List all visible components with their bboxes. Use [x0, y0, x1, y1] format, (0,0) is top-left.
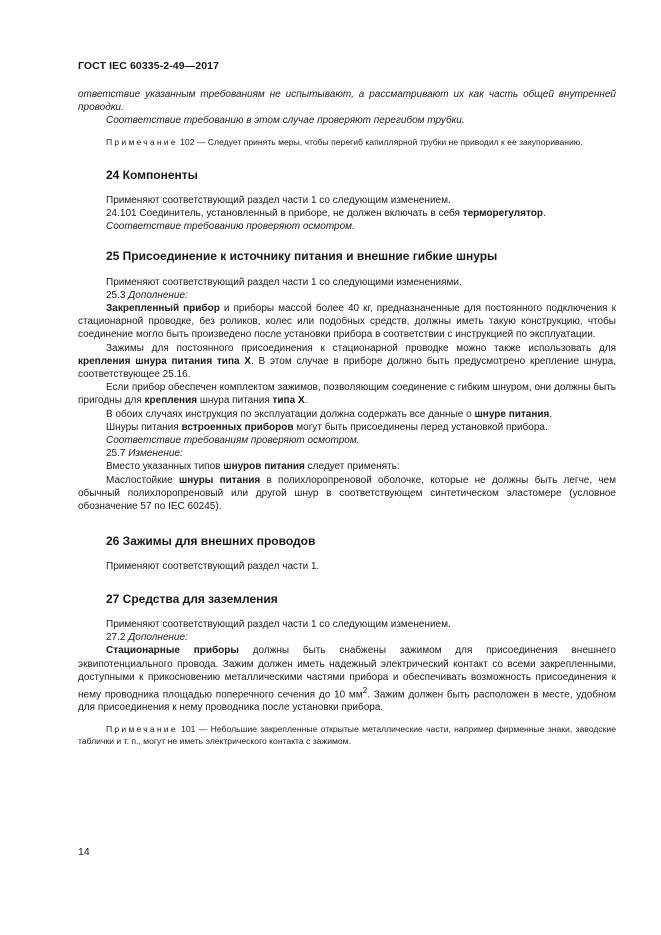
s25-p4 [78, 342, 616, 382]
text: Шнуры питания [106, 421, 182, 433]
clause-number: 25.3 [106, 289, 129, 301]
text: . [304, 395, 308, 407]
clause-number: 25.7 [106, 448, 129, 460]
text: следует применять: [304, 461, 400, 473]
note-label: Примечание [106, 723, 178, 734]
text: шнура питания [197, 395, 273, 407]
term: шнуре питания [474, 408, 550, 420]
s25-p2 [78, 289, 616, 302]
term: крепления шнура питания типа X [78, 355, 251, 367]
s27-p2 [78, 631, 616, 644]
section-25-heading: 25 Присоединение к источнику питания и внешние гибкие шнуры [106, 249, 498, 264]
text: Зажимы для постоянного присоединения к стационарной проводке можно также использовать для [106, 342, 616, 354]
s24-p2-end: . [542, 208, 546, 220]
text: В обоих случаях инструкция по эксплуатации должна содержать все данные о [106, 408, 475, 420]
text: Маслостойкие [106, 474, 179, 486]
note-label: Примечание [106, 136, 178, 147]
s24-p3: Соответствие требованию проверяют осмотром. [106, 221, 355, 233]
term: Стационарные приборы [106, 645, 239, 657]
term: типа X [272, 395, 305, 407]
text: могут быть присоединены перед установкой прибора. [293, 421, 548, 433]
note-text: 102 — Следует принять меры, чтобы перегиб капиллярной трубки не приводил к ее закупориванию. [177, 136, 583, 147]
s24-p2-text: 24.101 Соединитель, установленный в приборе, не должен включать в себя [106, 208, 463, 220]
text: Вместо указанных типов [106, 461, 224, 473]
section-24-heading: 24 Компоненты [106, 167, 198, 182]
s25-p5 [78, 381, 616, 407]
s25-p11 [78, 474, 616, 514]
text: и приборы массой более 40 кг, предназначенные для постоянного подключения к стационарной проводке, без роликов, колес или подобных средств, должны иметь такую конструкцию, чтобы соединение могло быть произведено после установки прибора в соответствии с инструкцией по эксплуатации. [78, 303, 617, 341]
text: . Зажим должен быть расположен в месте, удобном для присоединения к нему проводника после установки прибора. [78, 689, 616, 714]
s24-p2-term: терморегулятор [462, 208, 543, 220]
continued-paragraph: ответствие указанным требованиям не испытывают, а рассматривают их как часть общей внутренней проводки. [78, 89, 616, 114]
superscript: 2 [362, 684, 368, 695]
clause-number: 27.2 [106, 632, 129, 644]
note-101 [78, 723, 616, 747]
page-number: 14 [78, 846, 90, 858]
s27-p3 [78, 644, 616, 714]
text: Если прибор обеспечен комплектом зажимов, позволяющим соединение с гибким шнуром, они должны быть пригодны для [78, 382, 616, 407]
section-27-heading: 27 Средства для заземления [106, 591, 278, 606]
text: должны быть снабжены зажимом для присоединения внешнего эквипотенциального провода. Зажим должен иметь надежный электрический контакт со всеми закрепленными, доступными к прикосновению металлическими частями прибора и обеспечивать возможность присоединения к нему проводника площадью поперечного сечения до 10 мм [78, 645, 616, 701]
s25-p9 [78, 447, 616, 460]
s24-p2 [78, 207, 616, 220]
term: шнуров питания [223, 461, 305, 473]
clause-type: Дополнение: [128, 289, 188, 301]
text: . [549, 408, 553, 420]
term: шнуры питания [178, 474, 261, 486]
s25-p8: Соответствие требованиям проверяют осмотром. [106, 435, 360, 447]
s25-p6 [78, 408, 616, 421]
s25-p7 [78, 421, 616, 434]
s25-p10 [78, 460, 616, 473]
compliance-text: Соответствие требованию в этом случае проверяют перегибом трубки. [106, 115, 465, 127]
s25-p3 [78, 302, 616, 342]
s27-p1: Применяют соответствующий раздел части 1 со следующим изменением. [106, 618, 451, 630]
clause-type: Изменение: [128, 448, 183, 460]
term: встроенных приборов [181, 421, 294, 433]
s25-p1: Применяют соответствующий раздел части 1 со следующими изменениями. [106, 276, 462, 288]
document-body [78, 88, 616, 747]
s24-p1: Применяют соответствующий раздел части 1 со следующим изменением. [106, 194, 451, 206]
term: Закрепленный прибор [106, 303, 220, 315]
note-text: 101 — Небольшие закрепленные открытые металлические части, например фирменные знаки, заводские таблички и т. п., могут не иметь электрического контакта с зажимом. [78, 723, 616, 746]
term: крепления [144, 395, 198, 407]
text: . В этом случае в приборе должно быть предусмотрено крепление шнура, соответствующее 25.16. [78, 355, 617, 381]
s26-p1: Применяют соответствующий раздел части 1. [106, 561, 320, 573]
text: в полихлоропреновой оболочке, которые не должны быть легче, чем обычный полихлоропреновый или другой шнур в соответствующем синтетическом эластомере (условное обозначение 57 по IEC 60245). [78, 474, 616, 513]
clause-type: Дополнение: [128, 632, 188, 644]
note-102 [78, 136, 616, 148]
section-26-heading: 26 Зажимы для внешних проводов [106, 534, 316, 549]
document-header: ГОСТ IEC 60335-2-49—2017 [78, 60, 220, 72]
